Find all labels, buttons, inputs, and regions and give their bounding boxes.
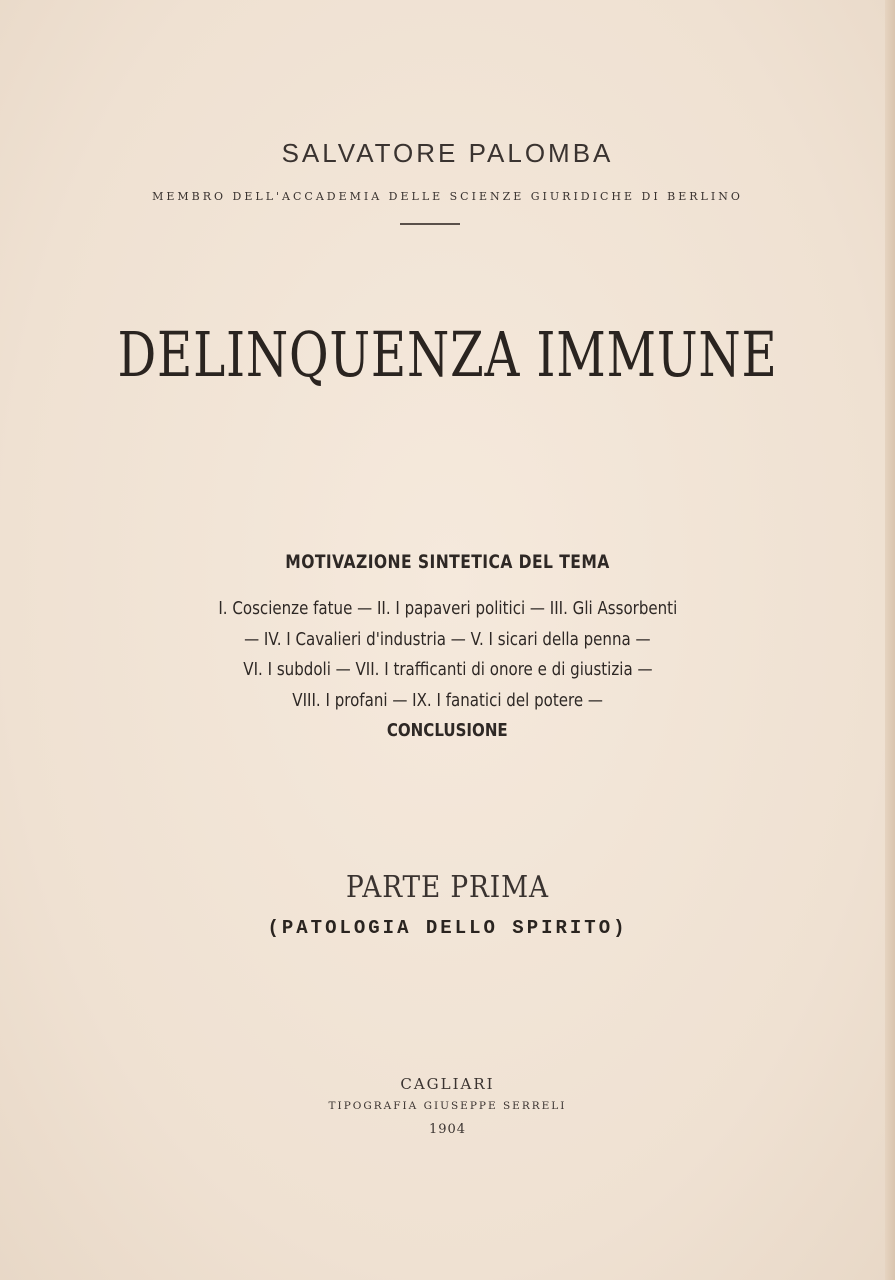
imprint-printer: TIPOGRAFIA GIUSEPPE SERRELI xyxy=(328,1100,567,1112)
part-title: PARTE PRIMA xyxy=(346,870,549,905)
contents-line-1: I. Coscienze fatue — II. I papaveri politici — III. Gli Assorbenti xyxy=(218,599,677,619)
motivazione-heading: MOTIVAZIONE SINTETICA DEL TEMA xyxy=(285,551,610,573)
contents-conclusion: CONCLUSIONE xyxy=(387,721,508,741)
contents-line xyxy=(95,594,800,625)
contents-line xyxy=(95,686,800,717)
contents-line-2: — IV. I Cavalieri d'industria — V. I sicari della penna — xyxy=(244,629,651,650)
contents-line-3: VI. I subdoli — VII. I trafficanti di onore e di giustizia — xyxy=(242,660,653,680)
imprint-year: 1904 xyxy=(428,1122,467,1137)
contents-line xyxy=(95,655,800,686)
contents-line-4: VIII. I profani — IX. I fanatici del potere — xyxy=(292,690,603,711)
table-of-contents xyxy=(95,594,800,747)
contents-line xyxy=(95,625,800,656)
contents-line xyxy=(95,716,800,747)
author-affiliation: MEMBRO DELL'ACCADEMIA DELLE SCIENZE GIURIDICHE DI BERLINO xyxy=(152,190,743,203)
imprint-city: CAGLIARI xyxy=(400,1075,495,1093)
part-subtitle: (PATOLOGIA DELLO SPIRITO) xyxy=(267,917,628,939)
divider-rule xyxy=(400,223,460,225)
book-title: DELINQUENZA IMMUNE xyxy=(117,318,778,391)
author-name: SALVATORE PALOMBA xyxy=(281,138,614,168)
